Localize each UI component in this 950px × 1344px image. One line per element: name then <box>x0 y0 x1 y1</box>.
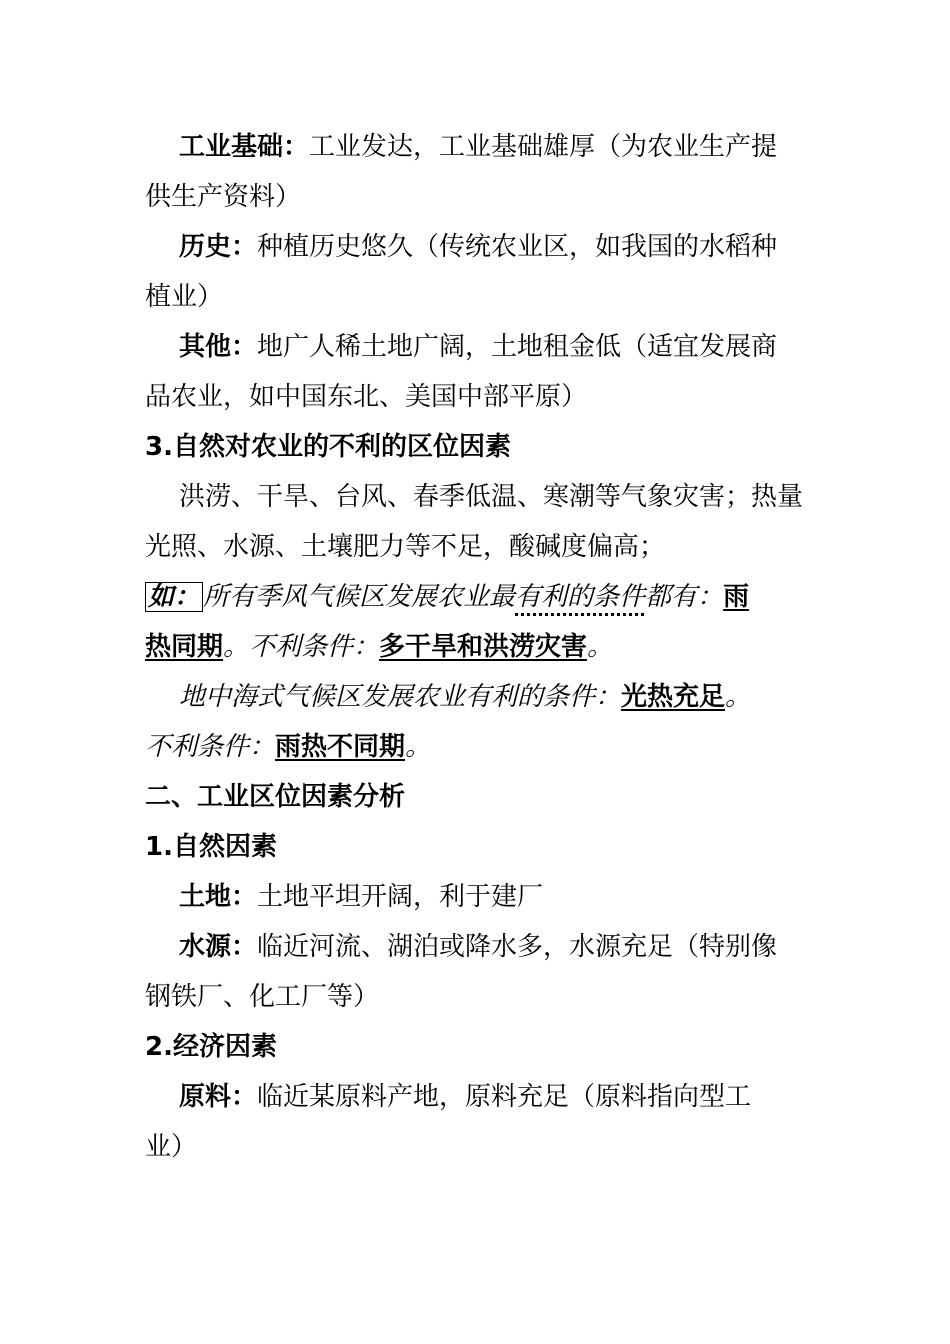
example-box-label: 如： <box>145 582 203 612</box>
label-raw-material: 原料： <box>179 1082 258 1112</box>
paragraph-industrial-base <box>145 122 807 172</box>
document-page <box>145 122 807 1172</box>
label-industrial-base: 工业基础： <box>179 132 310 162</box>
paragraph-history-cont <box>145 272 807 322</box>
answer-monsoon-favorable-1: 雨 <box>723 582 750 612</box>
heading-industry-location: 二、工业区位因素分析 <box>145 782 406 812</box>
label-land: 土地： <box>179 882 258 912</box>
paragraph-other-cont <box>145 372 807 422</box>
paragraph-industrial-base-cont <box>145 172 807 222</box>
paragraph-water <box>145 922 807 972</box>
text-disasters-cont: 光照、水源、土壤肥力等不足，酸碱度偏高； <box>145 532 666 562</box>
paragraph-raw-material-cont <box>145 1122 807 1172</box>
text-raw-material-cont: 业） <box>145 1132 198 1162</box>
text-monsoon-unfavorable: 。不利条件： <box>223 632 380 662</box>
text-other-cont: 品农业，如中国东北、美国中部平原） <box>145 382 588 412</box>
label-history: 历史： <box>179 232 258 262</box>
text-industrial-base: 工业发达，工业基础雄厚（为农业生产提 <box>309 132 778 162</box>
paragraph-other <box>145 322 807 372</box>
paragraph-mediterranean-cont <box>145 722 807 772</box>
answer-mediterranean-favorable: 光热充足 <box>621 682 726 712</box>
text-water: 临近河流、湖泊或降水多，水源充足（特别像 <box>257 932 778 962</box>
paragraph-disasters <box>145 472 807 522</box>
paragraph-raw-material <box>145 1072 807 1122</box>
text-monsoon-pre: 所有季风气候区发展农业最 <box>203 582 516 612</box>
label-water: 水源： <box>179 932 258 962</box>
text-mediterranean: 地中海式气候区发展农业有利的条件： <box>179 682 622 712</box>
paragraph-water-cont <box>145 972 807 1022</box>
paragraph-disasters-cont <box>145 522 807 572</box>
text-water-cont: 钢铁厂、化工厂等） <box>145 982 380 1012</box>
period: 。 <box>587 632 614 662</box>
paragraph-example-monsoon <box>145 572 807 622</box>
paragraph-mediterranean <box>145 672 807 722</box>
text-monsoon-post: 都有： <box>645 582 724 612</box>
answer-monsoon-favorable-2: 热同期 <box>145 632 224 662</box>
text-other: 地广人稀土地广阔，土地租金低（适宜发展商 <box>257 332 778 362</box>
paragraph-land <box>145 872 807 922</box>
heading-natural-factors: 1.自然因素 <box>145 832 277 862</box>
paragraph-history <box>145 222 807 272</box>
text-disasters: 洪涝、干旱、台风、春季低温、寒潮等气象灾害；热量 <box>179 482 804 512</box>
text-history-cont: 植业） <box>145 282 224 312</box>
text-mediterranean-unfavorable: 不利条件： <box>145 732 276 762</box>
period: 。 <box>405 732 432 762</box>
period: 。 <box>725 682 752 712</box>
answer-monsoon-unfavorable: 多干旱和洪涝灾害 <box>379 632 588 662</box>
text-raw-material: 临近某原料产地，原料充足（原料指向型工 <box>257 1082 752 1112</box>
heading-unfavorable-factors: 3.自然对农业的不利的区位因素 <box>145 432 511 462</box>
answer-mediterranean-unfavorable: 雨热不同期 <box>275 732 406 762</box>
text-monsoon-emphasis: 有利的条件 <box>515 582 646 612</box>
label-other: 其他： <box>179 332 258 362</box>
text-land: 土地平坦开阔，利于建厂 <box>257 882 544 912</box>
paragraph-example-monsoon-cont <box>145 622 807 672</box>
text-history: 种植历史悠久（传统农业区，如我国的水稻种 <box>257 232 778 262</box>
text-industrial-base-cont: 供生产资料） <box>145 182 302 212</box>
heading-economic-factors: 2.经济因素 <box>145 1032 277 1062</box>
